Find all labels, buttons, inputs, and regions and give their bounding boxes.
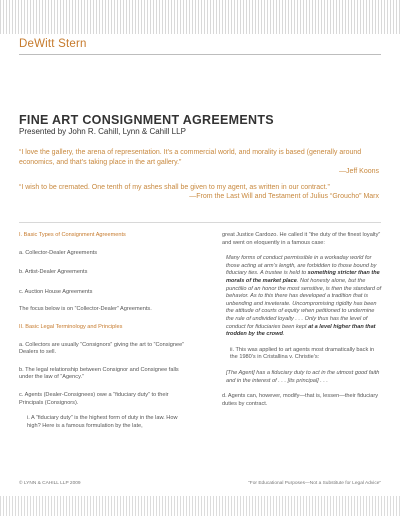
- epigraph-quotes: [19, 148, 379, 202]
- block-quote: [The Agent] has a fiduciary duty to act in the utmost good faith and in the interest of . . . [its principal] . . .: [226, 369, 380, 384]
- top-hatch-band: [0, 0, 400, 34]
- section-heading: I. Basic Types of Consignment Agreements: [19, 232, 126, 238]
- bottom-hatch-band: [0, 496, 400, 516]
- list-item: b. Artist-Dealer Agreements: [19, 269, 88, 276]
- quote-segment: Many forms of conduct permissible in a workaday world for those acting at arm’s length, are forbidden to those bound by fiduciary ties. A trustee is held to: [226, 255, 377, 277]
- list-item: c. Auction House Agreements: [19, 288, 93, 295]
- quote-segment: . Not honesty alone, but the punctilio of an honor the most sensitive, is then the standard of behavior. As to this there has developed a tradition that is unbending and inveterate. Uncompromising rigidity has been the attitude of courts of equity when petitioned to undermine the rule of undivided loyalty . . . Only thus has the level of conduct for fiduciaries been kept: [226, 277, 382, 330]
- sub-list-item: ii. This was applied to art agents most dramatically back in the 1980’s in Cristallina v. Christie’s:: [230, 346, 375, 361]
- page-subtitle: Presented by John R. Cahill, Lynn & Cahill LLP: [19, 127, 186, 136]
- list-item: a. Collector-Dealer Agreements: [19, 249, 98, 256]
- page-title: FINE ART CONSIGNMENT AGREEMENTS: [19, 113, 274, 127]
- list-item: c. Agents (Dealer-Consignees) owe a “fiduciary duty” to their Principals (Consignors).: [19, 391, 169, 406]
- quote-segment: .: [282, 331, 285, 338]
- list-item: d. Agents can, however, modify—that is, lessen—their fiduciary duties by contract.: [222, 393, 379, 407]
- list-item: b. The legal relationship between Consignor and Consignee falls under the law of “Agency.”: [19, 366, 179, 381]
- quote-attribution: —Jeff Koons: [339, 168, 379, 175]
- block-quote: [222, 255, 382, 339]
- quote-text: “I love the gallery, the arena of representation. It’s a commercial world, and morality is based (generally around economics, and that’s taking place in the art gallery.”: [19, 149, 362, 166]
- paragraph: great Justice Cardozo. He called it “the duty of the finest loyalty” and went on eloquently in a famous case:: [222, 232, 381, 246]
- quote-emphasis: something stricter than the morals of the market place: [226, 270, 380, 284]
- left-column: [19, 232, 189, 430]
- paragraph: The focus below is on “Collector-Dealer” Agreements.: [19, 306, 152, 313]
- header-rule: [19, 54, 381, 55]
- right-column: [222, 232, 382, 408]
- section-heading: II. Basic Legal Terminology and Principles: [19, 323, 123, 330]
- quote-attribution: —From the Last Will and Testament of Julius “Groucho” Marx: [189, 193, 379, 200]
- company-logo: DeWitt Stern: [19, 38, 87, 50]
- list-item: a. Collectors are usually “Consignors” giving the art to “Consignee” Dealers to sell.: [19, 341, 185, 356]
- sub-list-item: i. A “fiduciary duty” is the highest form of duty in the law. How high? Here is a famous formulation by the late,: [27, 415, 178, 429]
- section-rule: [19, 222, 381, 223]
- quote-emphasis: at a level higher than that trodden by the crowd: [226, 323, 376, 338]
- footer-copyright: © LYNN & CAHILL LLP 2009: [19, 481, 81, 486]
- footer-disclaimer: “For Educational Purposes—Not a Substitute for Legal Advice”: [248, 481, 381, 486]
- quote-text: “I wish to be cremated. One tenth of my ashes shall be given to my agent, as written in our contract.”: [19, 183, 330, 191]
